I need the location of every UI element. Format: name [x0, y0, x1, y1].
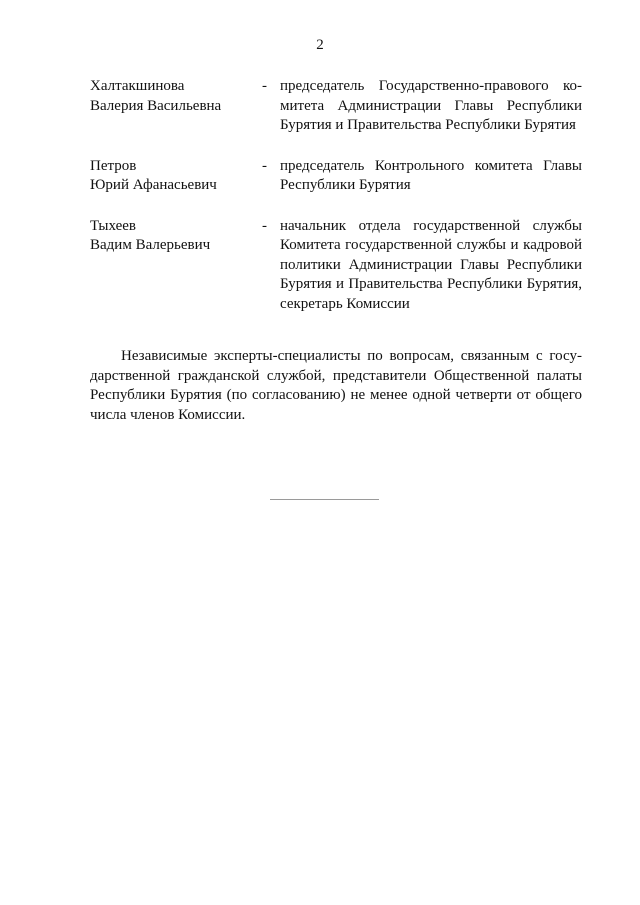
member-row-tykheev: [90, 217, 582, 315]
independent-experts-note: Независимые эксперты-специалисты по вопросам, связанным с государственной гражданской службой, представители Общественной палаты Республики Бурятия (по согласованию) не менее одной четверти от общего числа членов Комиссии.: [90, 348, 582, 423]
member-row-khaltakshinova: [90, 77, 582, 136]
member-role: председатель Государственно-правового комитета Администрации Главы Республики Бурятия и Правительства Республики Бурятия: [280, 78, 582, 133]
member-dash: -: [262, 78, 267, 94]
member-role: начальник отдела государственной службы Комитета государственной службы и кадровой политики Администрации Главы Республики Бурятия и Правительства Республики Бурятия, секретарь Комиссии: [280, 217, 582, 312]
member-name: Тыхеев Вадим Валерьевич: [90, 217, 211, 253]
member-dash: -: [262, 217, 267, 234]
commission-members-list: [90, 77, 582, 314]
member-name: Петров Юрий Афанасьевич: [90, 157, 217, 193]
end-of-document-rule: [270, 499, 379, 500]
member-name: Халтакшинова Валерия Васильевна: [90, 78, 222, 114]
page-number: 2: [316, 37, 324, 53]
member-dash: -: [262, 157, 267, 174]
member-row-petrov: [90, 157, 582, 196]
member-role: председатель Контрольного комитета Главы Республики Бурятия: [280, 157, 582, 193]
